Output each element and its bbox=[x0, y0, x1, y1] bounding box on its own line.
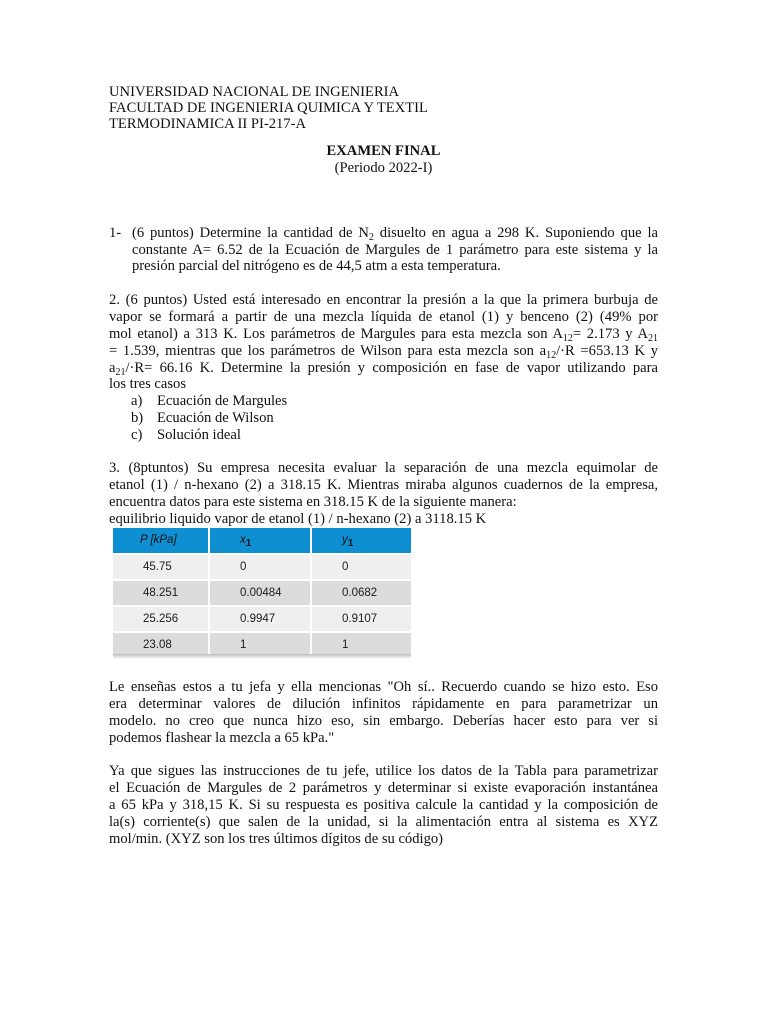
q1-number: 1- bbox=[109, 225, 122, 241]
table-cell: 48.251 bbox=[113, 580, 209, 606]
q2-text: = 2.173 y A bbox=[572, 326, 648, 342]
q2-subscript: 21 bbox=[648, 333, 658, 344]
q1-line-1 bbox=[132, 225, 658, 242]
table-cell: 0.0682 bbox=[311, 580, 411, 606]
table-header-row bbox=[113, 528, 411, 554]
header-text: P [kPa] bbox=[140, 534, 177, 546]
q2-option-a-label: a) bbox=[131, 393, 143, 409]
q3-para1-line-2: era determinar valores de dilución infinitos rápidamente en para parametrizar un bbox=[109, 696, 658, 712]
q2-line-5 bbox=[109, 360, 658, 377]
q1-line-2: constante A= 6.52 de la Ecuación de Margules de 1 parámetro para este sistema y la bbox=[132, 242, 658, 258]
q2-option-b-label: b) bbox=[131, 410, 144, 426]
q2-option-a-text: Ecuación de Margules bbox=[157, 393, 288, 409]
table-cell: 1 bbox=[209, 632, 311, 657]
column-header-x1 bbox=[209, 528, 311, 554]
q2-text: /·R= 66.16 K. Determine la presión y composición en fase de vapor utilizando para bbox=[125, 360, 658, 376]
table-cell: 25.256 bbox=[113, 606, 209, 632]
q2-option-b-text: Ecuación de Wilson bbox=[157, 410, 274, 426]
table-shadow bbox=[113, 654, 411, 659]
header-text: x bbox=[240, 534, 246, 546]
table-cell: 0 bbox=[311, 554, 411, 580]
q3-para2-line-2: el Ecuación de Margules de 2 parámetros y determinar si existe evaporación instantánea bbox=[109, 780, 658, 796]
q3-line-3: encuentra datos para este sistema en 318.15 K de la siguiente manera: bbox=[109, 494, 517, 510]
q3-line-1: 3. (8ptuntos) Su empresa necesita evaluar la separación de una mezcla equimolar de bbox=[109, 460, 658, 476]
q2-text: /·R =653.13 K y bbox=[556, 343, 658, 359]
exam-title: EXAMEN FINAL bbox=[326, 143, 441, 159]
q2-option-c-label: c) bbox=[131, 427, 143, 443]
q3-para2-line-4: la(s) corriente(s) que salen de la unidad, si la alimentación entra al sistema es XYZ bbox=[109, 814, 658, 830]
q1-text: (6 puntos) Determine la cantidad de N bbox=[132, 225, 369, 241]
table-cell: 1 bbox=[311, 632, 411, 657]
q2-line-3 bbox=[109, 326, 658, 343]
q2-line-4 bbox=[109, 343, 658, 360]
q2-text: mol etanol) a 313 K. Los parámetros de Margules para esta mezcla son A bbox=[109, 326, 563, 342]
q1-subscript: 2 bbox=[368, 232, 374, 243]
q2-subscript: 12 bbox=[546, 350, 557, 361]
q3-para1-line-3: modelo. no creo que nunca hizo eso, sin embargo. Deberías hacer esto para ver si bbox=[109, 713, 658, 729]
university-name: UNIVERSIDAD NACIONAL DE INGENIERIA bbox=[109, 84, 400, 100]
q3-para1-line-1: Le enseñas estos a tu jefa y ella mencionas "Oh sí.. Recuerdo cuando se hizo esto. Eso bbox=[109, 679, 658, 695]
q3-para2-line-3: a 65 kPa y 318,15 K. Si su respuesta es positiva calcule la cantidad y la composición de bbox=[109, 797, 658, 813]
header-subscript: 1 bbox=[245, 538, 252, 549]
q2-subscript: 12 bbox=[562, 333, 573, 344]
table-cell: 0.00484 bbox=[209, 580, 311, 606]
column-header-y1 bbox=[311, 528, 411, 554]
q2-text: = 1.539, mientras que los parámetros de Wilson para esta mezcla son a bbox=[109, 343, 547, 359]
vle-data-table bbox=[113, 528, 411, 657]
q2-subscript: 21 bbox=[115, 367, 126, 378]
q1-line-3: presión parcial del nitrógeno es de 44,5 atm a esta temperatura. bbox=[132, 258, 501, 274]
table-cell: 0 bbox=[209, 554, 311, 580]
table-cell: 0.9947 bbox=[209, 606, 311, 632]
q2-option-c-text: Solución ideal bbox=[157, 427, 241, 443]
q2-text: a bbox=[109, 360, 116, 376]
q2-line-6: los tres casos bbox=[109, 376, 187, 392]
table-row bbox=[113, 580, 411, 606]
q3-para2-line-1: Ya que sigues las instrucciones de tu jefe, utilice los datos de la Tabla para parametrizar bbox=[109, 763, 658, 779]
q3-para1-line-4: podemos flashear la mezcla a 65 kPa." bbox=[109, 730, 335, 746]
header-subscript: 1 bbox=[347, 538, 354, 549]
exam-period: (Periodo 2022-I) bbox=[334, 160, 433, 176]
table-cell: 45.75 bbox=[113, 554, 209, 580]
q3-line-2: etanol (1) / n-hexano (2) a 318.15 K. Mientras miraba algunos cuadernos de la empresa, bbox=[109, 477, 658, 493]
table-cell: 23.08 bbox=[113, 632, 209, 657]
column-header-pressure bbox=[113, 528, 209, 554]
q1-text: disuelto en agua a 298 K. Suponiendo que la bbox=[373, 225, 658, 241]
course-name: TERMODINAMICA II PI-217-A bbox=[109, 116, 307, 132]
q2-line-1: 2. (6 puntos) Usted está interesado en encontrar la presión a la que la primera burbuja de bbox=[109, 292, 658, 308]
table-cell: 0.9107 bbox=[311, 606, 411, 632]
table-row bbox=[113, 554, 411, 580]
q3-line-4: equilibrio liquido vapor de etanol (1) / n-hexano (2) a 3118.15 K bbox=[109, 511, 487, 527]
header-text: y bbox=[342, 534, 348, 546]
q3-para2-line-5: mol/min. (XYZ son los tres últimos dígitos de su código) bbox=[109, 831, 444, 847]
table-row bbox=[113, 606, 411, 632]
q2-line-2: vapor se formará a partir de una mezcla líquida de etanol (1) y benceno (2) (49% por bbox=[109, 309, 658, 325]
faculty-name: FACULTAD DE INGENIERIA QUIMICA Y TEXTIL bbox=[109, 100, 428, 116]
